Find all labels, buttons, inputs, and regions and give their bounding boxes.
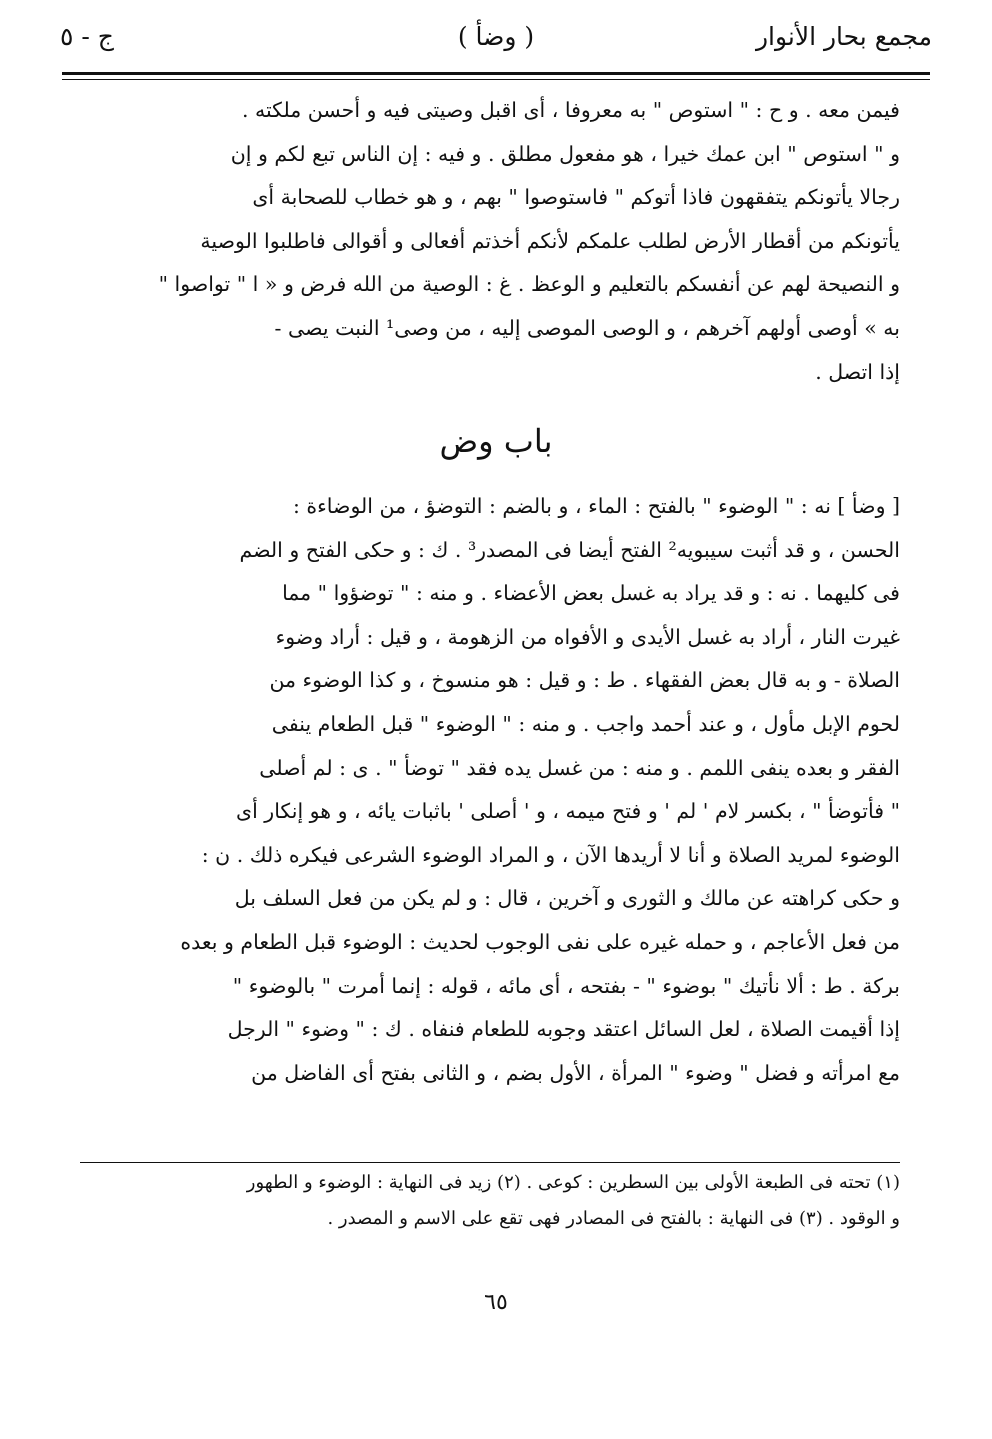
text-line: و " استوص " ابن عمك خيرا ، هو مفعول مطلق . و فيه : إن الناس تبع لكم و إن [230, 141, 900, 166]
volume-number: ج - ٥ [60, 22, 114, 51]
text-line: الفقر و بعده ينفى اللمم . و منه : من غسل يده فقد " توضأ " . ى : لم أصلى [259, 755, 900, 780]
text-line: غيرت النار ، أراد به غسل الأيدى و الأفواه من الزهومة ، و قيل : أراد وضوء [275, 624, 900, 649]
text-line: و حكى كراهته عن مالك و الثورى و آخرين ، قال : و لم يكن من فعل السلف بل [234, 886, 900, 911]
section-heading: باب وض [439, 422, 553, 460]
text-line: فى كليهما . نه : و قد يراد به غسل بعض الأعضاء . و منه : " توضؤوا " مما [282, 581, 900, 606]
text-line: إذا اتصل . [815, 359, 900, 384]
text-line: [ وضأ ] نه : " الوضوء " بالفتح : الماء ، و بالضم : التوضؤ ، من الوضاءة : [293, 494, 900, 518]
text-line: به » أوصى أولهم آخرهم ، و الوصى الموصى إليه ، من وصى¹ النبت يصى - [274, 315, 900, 340]
text-line: و النصيحة لهم عن أنفسكم بالتعليم و الوعظ . غ : الوصية من الله فرض و « ا " تواصوا " [158, 272, 900, 297]
text-line: رجالا يأتونكم يتفقهون فاذا أتوكم " فاستوصوا " بهم ، و هو خطاب للصحابة أى [252, 185, 900, 210]
page-header [60, 22, 932, 62]
text-line: يأتونكم من أقطار الأرض لطلب علمكم لأنكم أخذتم أفعالى و أقوالى فاطلبوا الوصية [200, 228, 900, 253]
text-line: لحوم الإبل مأول ، و عند أحمد واجب . و منه : " الوضوء " قبل الطعام ينفى [271, 711, 900, 736]
text-line: من فعل الأعاجم ، و حمله غيره على نفى الوجوب لحديث : الوضوء قبل الطعام و بعده [180, 929, 900, 954]
body-text-top [70, 89, 900, 394]
text-line: مع امرأته و فضل " وضوء " المرأة ، الأول بضم ، و الثانى بفتح أى الفاضل من [251, 1060, 900, 1085]
text-line: الصلاة - و به قال بعض الفقهاء . ط : و قيل : هو منسوخ ، و كذا الوضوء من [269, 668, 900, 693]
page-number: ٦٥ [484, 1290, 508, 1315]
header-rule-thin [62, 79, 930, 80]
text-line: إذا أقيمت الصلاة ، لعل السائل اعتقد وجوبه للطعام فنفاه . ك : " وضوء " الرجل [227, 1017, 900, 1042]
header-rule-thick [62, 72, 930, 75]
body-text-main [70, 485, 900, 1095]
footnote-divider [80, 1162, 900, 1163]
text-line: " فأتوضأ " ، بكسر لام ' لم ' و فتح ميمه ، و ' أصلى ' باثبات يائه ، و هو إنكار أى [236, 799, 900, 824]
text-line: الحسن ، و قد أثبت سيبويه² الفتح أيضا فى المصدر³ . ك : و حكى الفتح و الضم [239, 537, 900, 562]
text-line: فيمن معه . و ح : " استوص " به معروفا ، أى اقبل وصيتى فيه و أحسن ملكته . [241, 98, 900, 122]
footnotes [70, 1165, 900, 1237]
entry-root: ( وضأ ) [457, 22, 535, 51]
footnote-line: (١) تحته فى الطبعة الأولى بين السطرين : كوعى . (٢) زيد فى النهاية : الوضوء و الطهور [246, 1172, 900, 1193]
text-line: بركة . ط : ألا نأتيك " بوضوء " - بفتحه ، أى مائه ، قوله : إنما أمرت " بالوضوء " [232, 973, 900, 998]
footnote-line: و الوقود . (٣) فى النهاية : بالفتح فى المصادر فهى تقع على الاسم و المصدر . [327, 1208, 900, 1229]
book-title: مجمع بحار الأنوار [755, 22, 932, 51]
text-line: الوضوء لمريد الصلاة و أنا لا أريدها الآن ، و المراد الوضوء الشرعى فيكره ذلك . ن : [201, 842, 900, 867]
